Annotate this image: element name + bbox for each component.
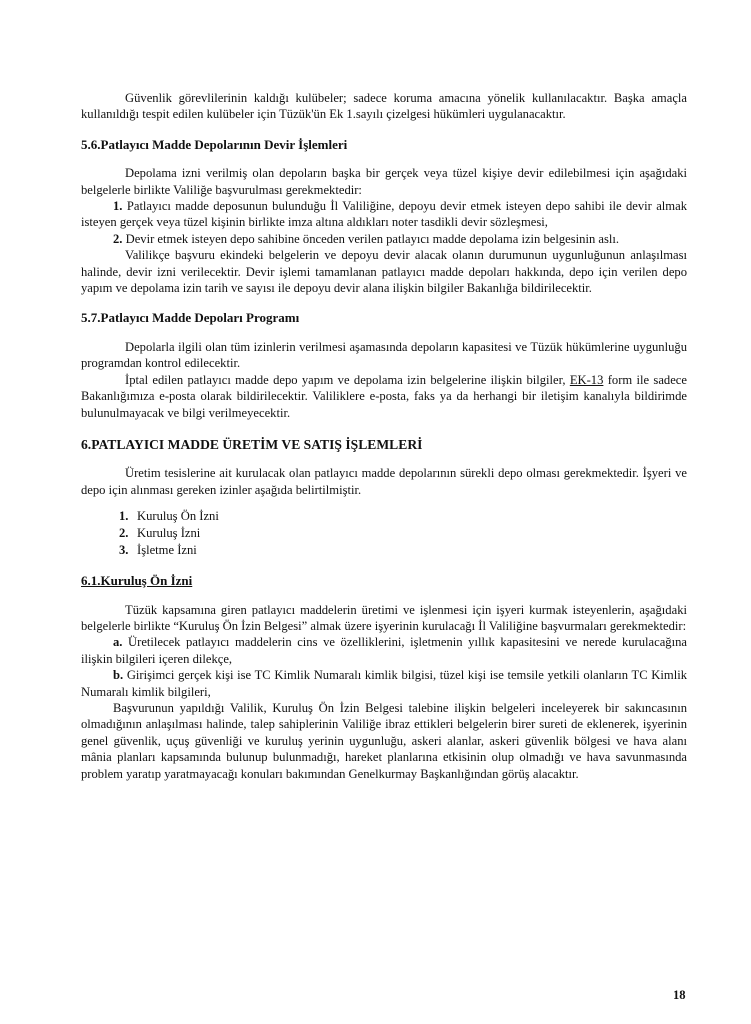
list-number: 1.	[119, 509, 129, 524]
list-item-transfer-1	[81, 198, 687, 231]
heading-5-6: 5.6.Patlayıcı Madde Depolarının Devir İşlemleri	[81, 136, 348, 152]
list-item	[119, 508, 687, 525]
heading-6-1	[81, 573, 687, 589]
list-item-text: Patlayıcı madde deposunun bulunduğu İl Valiliğine, depoyu devir etmek isteyen depo sahibi ile devir almak isteyen gerçek veya tüzel kişinin birlikte imza altına aldıkları noter tasdikli devir sözleşmesi,	[81, 199, 687, 230]
paragraph-production-intro: Üretim tesislerine ait kurulacak olan patlayıcı madde depolarının sürekli depo olması gerekmektedir. İşyeri ve depo için alınması gereken izinler aşağıda belirtilmiştir.	[81, 466, 687, 497]
list-item	[119, 525, 687, 542]
paragraph-transfer-intro: Depolama izni verilmiş olan depoların başka bir gerçek veya tüzel kişiye devir edilebilmesi için aşağıdaki belgelerle birlikte Valiliğe başvurulması gerekmektedir:	[81, 166, 687, 197]
paragraph-guard-huts: Güvenlik görevlilerinin kaldığı kulübeler; sadece koruma amacına yönelik kullanılacaktır. Başka amaçla kullanıldığı tespit edilen kulübeler için Tüzük'ün Ek 1.sayılı çizelgesi hükümleri uygulanacaktır.	[81, 91, 687, 122]
list-item-a	[81, 634, 687, 667]
list-number: 3.	[119, 543, 129, 558]
heading-text: 6.1.Kuruluş Ön İzni	[81, 573, 193, 589]
list-item	[119, 542, 687, 559]
paragraph-preliminary-closing: Başvurunun yapıldığı Valilik, Kuruluş Ön İzin Belgesi talebine ilişkin belgeleri inceleyerek bir sakıncasının olmadığının anlaşılması halinde, talep sahiplerinin Valiliğe ibraz ettikleri belgelerin birer sureti de eklenerek, işyerinin genel güvenlik, uçuş güvenliği ve kuruluş yerinin uygunluğu, askeri alanlar, askeri güvenlik bölgesi ve hava alanı mânia planları kapsamında bulunup bulunmadığı, hareket planlarına etkisinin olup olmadığı ve hava savunmasında problem yaratıp yaratmayacağı konuları bakımından Genelkurmay Başkanlığından görüş alacaktır.	[81, 700, 687, 781]
list-item-label: İşletme İzni	[137, 543, 197, 558]
list-number: 2.	[113, 231, 123, 246]
list-letter: a.	[113, 635, 123, 650]
page-number: 18	[673, 988, 686, 1002]
list-item-label: Kuruluş Ön İzni	[137, 509, 219, 524]
page-body	[81, 90, 687, 782]
list-item-text: Girişimci gerçek kişi ise TC Kimlik Numaralı kimlik bilgisi, tüzel kişi ise temsile yetkili olanların TC Kimlik Numaralı kimlik bilgileri,	[81, 668, 687, 699]
list-number: 2.	[119, 526, 129, 541]
list-item-transfer-2	[81, 231, 687, 247]
list-item-label: Kuruluş İzni	[137, 526, 201, 541]
ek13-link[interactable]: EK-13	[569, 372, 604, 387]
heading-5-7: 5.7.Patlayıcı Madde Depoları Programı	[81, 310, 300, 326]
paragraph-program-check: Depolarla ilgili olan tüm izinlerin verilmesi aşamasında depoların kapasitesi ve Tüzük hükümlerine uygunluğu programdan kontrol edilecektir.	[81, 339, 687, 371]
list-item-text: Devir etmek isteyen depo sahibine önceden verilen patlayıcı madde depolama izin belgesinin aslı.	[125, 231, 620, 246]
text-segment: form ile sadece Bakanlığımıza e-posta olarak bildirilecektir. Valiliklere e-posta, faks ya da herhangi bir iletişim kanalıyla bildirimde bulunulmayacak ve bilgi verilmeyecektir.	[81, 372, 687, 420]
list-item-text: Üretilecek patlayıcı maddelerin cins ve özelliklerini, işletmenin yıllık kapasitesini ve nerede kurulacağına ilişkin bilgileri içeren dilekçe,	[81, 635, 687, 666]
list-number: 1.	[113, 199, 123, 214]
list-item-b	[81, 667, 687, 700]
heading-6: 6.PATLAYICI MADDE ÜRETİM VE SATIŞ İŞLEMLERİ	[81, 436, 423, 452]
paragraph-cancelled-permits	[81, 372, 687, 421]
paragraph-transfer-closing: Valilikçe başvuru ekindeki belgelerin ve depoyu devir alacak olanın durumunun uygunluğunun anlaşılması halinde, devir izni verilecektir. Devir işlemi tamamlanan patlayıcı madde depoları hakkında, depo için verilen depo yapım ve depolama izin tarih ve sayısı ile depoyu devir alana ilişkin bilgiler Bakanlığa bildirilecektir.	[81, 248, 687, 296]
list-letter: b.	[113, 668, 124, 683]
paragraph-preliminary-intro: Tüzük kapsamına giren patlayıcı maddelerin üretimi ve işlenmesi için işyeri kurmak isteyenlerin, aşağıdaki belgelerle birlikte “Kuruluş Ön İzin Belgesi” almak üzere işyerinin kurulacağı İl Valiliğine başvurmaları gerekmektedir:	[81, 602, 687, 633]
text-segment: İptal edilen patlayıcı madde depo yapım ve depolama izin belgelerine ilişkin bilgiler,	[125, 372, 570, 387]
permit-list	[119, 508, 687, 559]
